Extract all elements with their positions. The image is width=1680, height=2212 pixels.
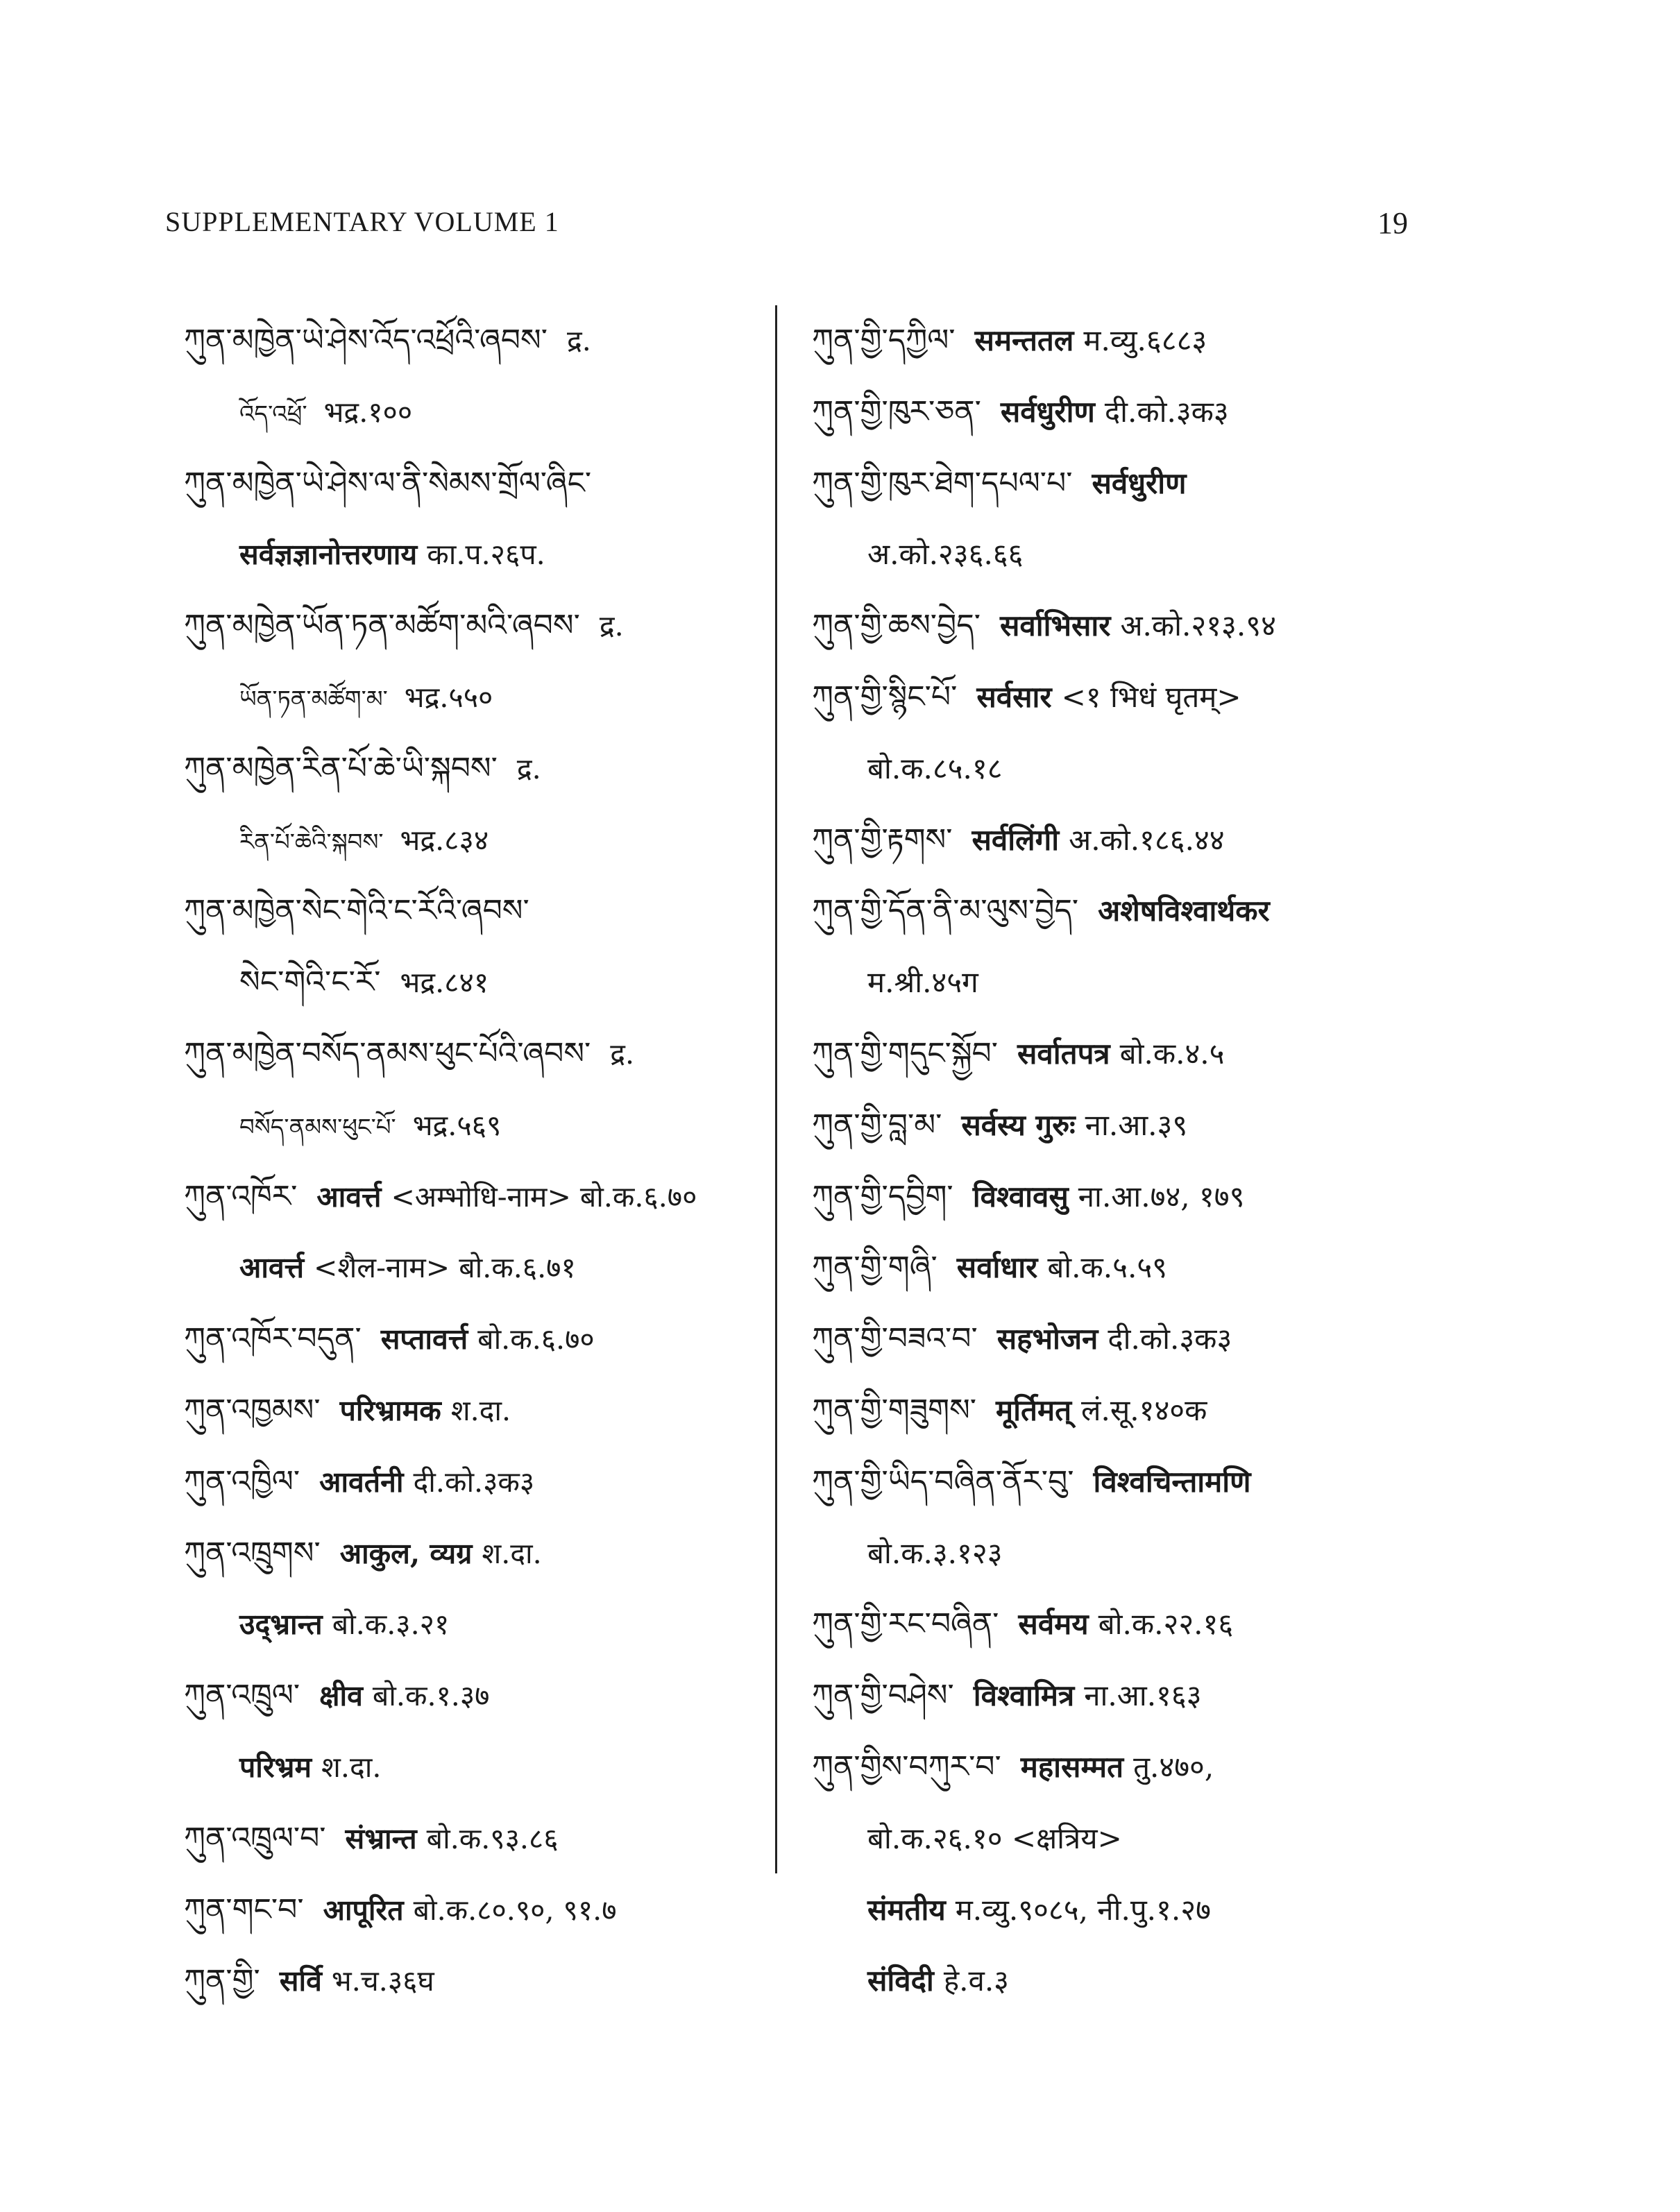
entry-line — [184, 519, 767, 590]
tibetan-headword: ཀུན་གྱི་གཞི་ — [812, 1250, 937, 1286]
sanskrit-equivalent: विश्वचिन्तामणि — [1093, 1464, 1251, 1499]
source-reference: म.श्री.४५ग — [867, 965, 978, 1000]
tibetan-headword: ཀུན་གྱི་ཡིད་བཞིན་ནོར་བུ་ — [812, 1463, 1074, 1499]
sanskrit-equivalent: सर्वसार — [976, 679, 1052, 714]
entry-line — [184, 1518, 767, 1590]
entry-line — [184, 662, 767, 733]
entry-line — [812, 1019, 1513, 1090]
entry-line — [184, 1375, 767, 1447]
source-reference: श.दा. — [450, 1393, 511, 1427]
source-reference: श.दा. — [321, 1750, 382, 1784]
sanskrit-equivalent: परिभ्रामक — [339, 1393, 441, 1427]
running-head: SUPPLEMENTARY VOLUME 1 — [165, 206, 559, 237]
sanskrit-equivalent: सर्वमय — [1018, 1607, 1089, 1642]
source-reference: भद्र.८३४ — [400, 823, 489, 857]
source-reference: दी.को.३क३ — [1108, 1322, 1232, 1356]
sanskrit-equivalent: संमतीय — [867, 1892, 946, 1927]
entry-line — [812, 1375, 1513, 1447]
tibetan-headword: ཡོན་ཏན་མཚོག་མ་ — [239, 685, 388, 713]
source-reference: द्र. — [599, 609, 624, 643]
entry-line — [812, 519, 1513, 590]
entry-line — [184, 1090, 767, 1162]
entry-line — [812, 377, 1513, 448]
source-reference: श.दा. — [482, 1536, 542, 1570]
sanskrit-equivalent: सर्वातपत्र — [1017, 1036, 1110, 1071]
entry-line — [184, 876, 767, 947]
entry-line — [184, 1803, 767, 1875]
entry-line — [184, 1447, 767, 1518]
tibetan-headword: ཀུན་མཁྱེན་ཡེ་ཤེས་འོད་འཕྲོའི་ཞབས་ — [184, 323, 548, 358]
entry-line — [812, 1589, 1513, 1660]
tibetan-headword: ཀུན་འཁྱམས་ — [184, 1392, 321, 1428]
source-reference: ना.आ.७४, १७९ — [1078, 1179, 1245, 1214]
tibetan-headword: ཀུན་འཁོར་བདུན་ — [184, 1321, 362, 1357]
entry-line — [184, 1660, 767, 1732]
entry-line — [812, 876, 1513, 947]
entry-line — [812, 947, 1513, 1019]
source-reference: द्र. — [610, 1037, 635, 1071]
sanskrit-equivalent: सर्वधुरीण — [1092, 466, 1187, 500]
source-reference: हे.व.३ — [943, 1964, 1010, 1998]
source-reference: बो.क.३.१२३ — [867, 1535, 1003, 1570]
source-reference: ना.आ.३९ — [1085, 1107, 1188, 1142]
sanskrit-equivalent: अशेषविश्वार्थकर — [1098, 894, 1270, 928]
source-reference: म.व्यु.९०८५, नी.पु.१.२७ — [955, 1892, 1211, 1927]
source-reference: भद्र.८४१ — [400, 966, 489, 1000]
source-reference: अ.को.२१३.९४ — [1120, 609, 1276, 643]
sanskrit-equivalent: सर्वाधार — [956, 1250, 1038, 1285]
entry-line — [184, 1732, 767, 1803]
entry-line — [184, 733, 767, 805]
source-reference: ना.आ.१६३ — [1084, 1678, 1202, 1713]
tibetan-headword: ཀུན་གྱི་ — [184, 1963, 260, 1999]
entry-line — [184, 947, 767, 1019]
entry-line — [184, 448, 767, 520]
sanskrit-equivalent: विश्वामित्र — [973, 1678, 1075, 1713]
source-reference: बो.क.४.५ — [1119, 1036, 1225, 1071]
tibetan-headword: ཀུན་གྱི་དཀྱིལ་ — [812, 323, 956, 358]
sanskrit-equivalent: सर्वज्ञज्ञानोत्तरणाय — [239, 538, 418, 572]
source-reference: तु.४७०, — [1133, 1749, 1214, 1784]
source-reference: भद्र.१०० — [323, 395, 413, 429]
sanskrit-equivalent: समन्ततल — [974, 323, 1074, 357]
source-reference: <शैल-नाम> बो.क.६.७१ — [314, 1251, 576, 1285]
tibetan-headword: ཀུན་འཁྲུལ་བ་ — [184, 1820, 326, 1856]
tibetan-headword: ཀུན་གྱི་ཆས་བྱེད་ — [812, 608, 981, 644]
entry-line — [812, 662, 1513, 733]
source-reference: लं.सू.१४०क — [1081, 1393, 1207, 1427]
entry-line — [812, 1447, 1513, 1518]
sanskrit-equivalent: सर्वलिंगी — [971, 822, 1060, 857]
entry-line — [812, 805, 1513, 876]
entry-line — [812, 1162, 1513, 1233]
sanskrit-equivalent: विश्वावसु — [972, 1179, 1069, 1214]
entry-line — [812, 1090, 1513, 1162]
column-divider — [775, 305, 777, 1873]
sanskrit-equivalent: आवर्तनी — [319, 1465, 404, 1499]
tibetan-headword: ཀུན་གྱི་ཁུར་ཐེག་དཔལ་པ་ — [812, 465, 1073, 501]
sanskrit-equivalent: सर्वाभिसार — [999, 609, 1111, 643]
tibetan-headword: ཀུན་གྱི་རང་བཞིན་ — [812, 1606, 999, 1642]
source-reference: बो.क.९३.८६ — [426, 1821, 559, 1855]
tibetan-headword: ཀུན་འཁོར་ — [184, 1178, 298, 1214]
sanskrit-equivalent: सर्वस्य गुरुः — [961, 1107, 1076, 1142]
entry-line — [812, 1732, 1513, 1803]
tibetan-headword: རིན་པོ་ཆེའི་སྐབས་ — [239, 828, 384, 856]
page-number: 19 — [1377, 206, 1408, 240]
tibetan-headword: ཀུན་མཁྱེན་ཡེ་ཤེས་ལ་ནི་སེམས་གྲོལ་ཞིང་ — [184, 465, 592, 501]
source-reference: बो.क.३.२१ — [332, 1608, 450, 1642]
entry-line — [184, 1304, 767, 1375]
entry-line — [184, 1162, 767, 1233]
sanskrit-equivalent: मूर्तिमत् — [996, 1393, 1072, 1427]
tibetan-headword: ཀུན་གྱི་གཟུགས་ — [812, 1392, 977, 1428]
entry-line — [812, 1660, 1513, 1732]
sanskrit-equivalent: सर्वधुरीण — [1000, 394, 1095, 429]
source-reference: अ.को.२३६.६६ — [867, 537, 1024, 572]
entry-line — [812, 1518, 1513, 1590]
entry-line — [184, 590, 767, 662]
tibetan-headword: ཀུན་གྱིས་བཀུར་བ་ — [812, 1749, 1001, 1785]
entry-line — [184, 1019, 767, 1090]
sanskrit-equivalent: आकुल, व्यग्र — [339, 1536, 473, 1570]
sanskrit-equivalent: परिभ्रम — [239, 1750, 312, 1784]
entry-line — [184, 305, 767, 377]
source-reference: <अम्भोधि-नाम> बो.क.६.७० — [391, 1180, 697, 1214]
source-reference: बो.क.२६.१० <क्षत्रिय> — [867, 1821, 1122, 1855]
source-reference: का.प.२६प. — [427, 538, 545, 572]
entry-line — [812, 1304, 1513, 1375]
tibetan-headword: ཀུན་འཁྱིལ་ — [184, 1463, 300, 1499]
source-reference: बो.क.१.३७ — [372, 1679, 490, 1713]
tibetan-headword: ཀུན་མཁྱེན་བསོད་ནམས་ཕུང་པོའི་ཞབས་ — [184, 1035, 591, 1071]
source-reference: बो.क.८०.९०, ९१.७ — [413, 1893, 617, 1927]
source-reference: अ.को.१८६.४४ — [1069, 822, 1225, 857]
tibetan-headword: ཀུན་གྱི་རྟགས་ — [812, 822, 953, 858]
entry-line — [812, 448, 1513, 520]
entry-line — [184, 1589, 767, 1660]
source-reference: <१ भिधं घृतम्> — [1061, 679, 1241, 714]
left-column — [184, 305, 767, 2017]
sanskrit-equivalent: संविदी — [867, 1964, 934, 1998]
sanskrit-equivalent: उद्भ्रान्त — [239, 1608, 323, 1642]
source-reference: द्र. — [566, 324, 591, 357]
tibetan-headword: ཀུན་གྱི་གདུང་སྐྱོབ་ — [812, 1035, 999, 1071]
entry-line — [184, 1232, 767, 1304]
source-reference: बो.क.६.७० — [477, 1322, 595, 1356]
tibetan-headword: སེང་གེའི་ང་རོ་ — [239, 964, 381, 1001]
sanskrit-equivalent: महासम्मत — [1020, 1749, 1124, 1784]
tibetan-headword: ཀུན་གྱི་བཤེས་ — [812, 1678, 954, 1714]
tibetan-headword: ཀུན་གང་བ་ — [184, 1891, 304, 1928]
sanskrit-equivalent: संभ्रान्त — [345, 1821, 417, 1855]
entry-line — [812, 1946, 1513, 2017]
tibetan-headword: ཀུན་འཁྲུགས་ — [184, 1535, 321, 1571]
source-reference: बो.क.८५.१८ — [867, 751, 1003, 785]
entry-line — [812, 1875, 1513, 1946]
sanskrit-equivalent: आवर्त्त — [316, 1180, 382, 1214]
source-reference: द्र. — [516, 751, 541, 785]
entry-line — [812, 1232, 1513, 1304]
tibetan-headword: བསོད་ནམས་ཕུང་པོ་ — [239, 1113, 396, 1141]
sanskrit-equivalent: क्षीव — [319, 1679, 363, 1713]
tibetan-headword: ཀུན་གྱི་དོན་ནི་མ་ལུས་བྱེད་ — [812, 893, 1079, 929]
entry-line — [812, 733, 1513, 805]
tibetan-headword: ཀུན་གྱི་དབྱིག་ — [812, 1178, 953, 1214]
tibetan-headword: ཀུན་མཁྱེན་རིན་པོ་ཆེ་ཡི་སྐབས་ — [184, 750, 498, 786]
entry-line — [812, 305, 1513, 377]
tibetan-headword: ཀུན་མཁྱེན་ཡོན་ཏན་མཚོག་མའི་ཞབས་ — [184, 608, 580, 644]
entry-line — [812, 590, 1513, 662]
sanskrit-equivalent: सप्तावर्त्त — [380, 1322, 468, 1356]
tibetan-headword: ཀུན་གྱི་ཁུར་ཅན་ — [812, 393, 981, 429]
sanskrit-equivalent: सर्वि — [279, 1964, 322, 1998]
entry-line — [184, 377, 767, 448]
tibetan-headword: འོད་འཕྲོ་ — [239, 400, 307, 428]
source-reference: भद्र.५६९ — [412, 1108, 502, 1142]
source-reference: दी.को.३क३ — [1104, 394, 1229, 429]
source-reference: बो.क.२२.१६ — [1098, 1607, 1234, 1642]
sanskrit-equivalent: आपूरित — [323, 1893, 404, 1927]
sanskrit-equivalent: सहभोजन — [996, 1322, 1098, 1356]
right-column — [812, 305, 1513, 2017]
source-reference: भद्र.५५० — [404, 680, 493, 714]
entry-line — [184, 1875, 767, 1946]
source-reference: भ.च.३६घ — [331, 1964, 434, 1998]
source-reference: म.व्यु.६८८३ — [1083, 323, 1207, 357]
source-reference: बो.क.५.५९ — [1047, 1250, 1168, 1285]
tibetan-headword: ཀུན་མཁྱེན་སེང་གེའི་ང་རོའི་ཞབས་ — [184, 893, 529, 929]
tibetan-headword: ཀུན་གྱི་སྙིང་པོ་ — [812, 679, 958, 715]
source-reference: दी.को.३क३ — [413, 1465, 535, 1499]
tibetan-headword: ཀུན་གྱི་བླ་མ་ — [812, 1107, 942, 1143]
sanskrit-equivalent: आवर्त्त — [239, 1251, 305, 1285]
entry-line — [184, 805, 767, 876]
tibetan-headword: ཀུན་གྱི་བཟའ་བ་ — [812, 1321, 978, 1357]
tibetan-headword: ཀུན་འཁྲུལ་ — [184, 1678, 300, 1714]
entry-line — [812, 1803, 1513, 1875]
entry-line — [184, 1946, 767, 2017]
